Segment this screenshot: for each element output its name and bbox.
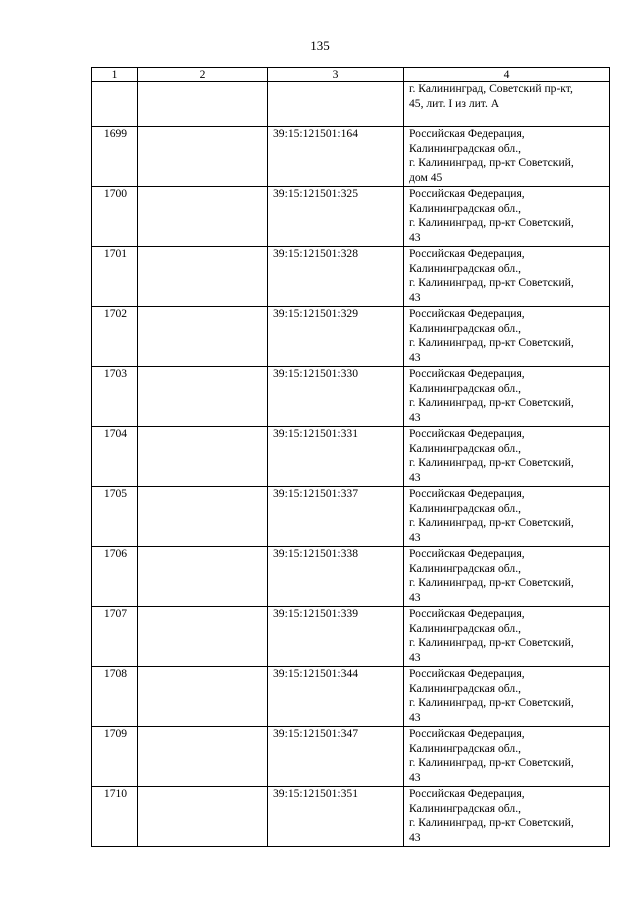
address-line: 43 (409, 290, 421, 304)
table-row (92, 607, 610, 667)
address-line: г. Калининград, Советский пр-кт, (409, 82, 573, 95)
address-line: Калининградская обл., (409, 441, 521, 455)
column-2-cell (138, 367, 268, 427)
row-number-cell: 1707 (92, 607, 138, 667)
address-line: Калининградская обл., (409, 261, 521, 275)
address-line: Калининградская обл., (409, 681, 521, 695)
cadastral-number-cell: 39:15:121501:338 (268, 547, 404, 607)
address-line: Российская Федерация, (409, 607, 525, 620)
column-2-cell (138, 667, 268, 727)
cadastral-number-cell: 39:15:121501:347 (268, 727, 404, 787)
row-number-cell: 1709 (92, 727, 138, 787)
address-line: г. Калининград, пр-кт Советский, (409, 636, 574, 650)
cadastral-number-cell: 39:15:121501:351 (268, 787, 404, 847)
address-line: г. Калининград, пр-кт Советский, (409, 396, 574, 410)
address-line: Российская Федерация, (409, 787, 525, 800)
column-2-cell (138, 727, 268, 787)
address-line: Калининградская обл., (409, 801, 521, 815)
address-line: г. Калининград, пр-кт Советский, (409, 216, 574, 230)
address-line: г. Калининград, пр-кт Советский, (409, 516, 574, 530)
table-header-row (92, 68, 610, 82)
row-number-cell: 1708 (92, 667, 138, 727)
row-number-cell: 1706 (92, 547, 138, 607)
address-cell (404, 667, 610, 727)
address-line: 43 (409, 410, 421, 424)
row-number-cell: 1705 (92, 487, 138, 547)
address-line: г. Калининград, пр-кт Советский, (409, 816, 574, 830)
row-number-cell: 1704 (92, 427, 138, 487)
cadastral-number-cell: 39:15:121501:337 (268, 487, 404, 547)
address-line: Калининградская обл., (409, 141, 521, 155)
address-line: Калининградская обл., (409, 321, 521, 335)
continuation-address-cell (404, 82, 610, 127)
address-line: Калининградская обл., (409, 201, 521, 215)
address-line: Российская Федерация, (409, 307, 525, 320)
address-line: 43 (409, 230, 421, 244)
registry-table (91, 67, 610, 847)
table-row (92, 127, 610, 187)
column-2-cell (138, 187, 268, 247)
address-cell (404, 127, 610, 187)
table-row (92, 547, 610, 607)
address-line: Российская Федерация, (409, 487, 525, 500)
address-line: Российская Федерация, (409, 667, 525, 680)
address-line: г. Калининград, пр-кт Советский, (409, 456, 574, 470)
address-line: Российская Федерация, (409, 427, 525, 440)
table-body (92, 82, 610, 847)
address-line: 43 (409, 590, 421, 604)
continuation-column-2-cell (138, 82, 268, 127)
address-cell (404, 247, 610, 307)
table-row (92, 487, 610, 547)
row-number-cell: 1699 (92, 127, 138, 187)
address-cell (404, 367, 610, 427)
continuation-row (92, 82, 610, 127)
address-line: г. Калининград, пр-кт Советский, (409, 756, 574, 770)
address-line: 43 (409, 350, 421, 364)
continuation-number-cell (92, 82, 138, 127)
table-row (92, 247, 610, 307)
address-line: 43 (409, 710, 421, 724)
column-2-cell (138, 427, 268, 487)
cadastral-number-cell: 39:15:121501:331 (268, 427, 404, 487)
table-row (92, 667, 610, 727)
address-line: Российская Федерация, (409, 127, 525, 140)
address-line: 43 (409, 770, 421, 784)
cadastral-number-cell: 39:15:121501:330 (268, 367, 404, 427)
column-2-cell (138, 607, 268, 667)
cadastral-number-cell: 39:15:121501:329 (268, 307, 404, 367)
address-cell (404, 487, 610, 547)
cadastral-number-cell: 39:15:121501:344 (268, 667, 404, 727)
address-line: Российская Федерация, (409, 187, 525, 200)
cadastral-number-cell: 39:15:121501:339 (268, 607, 404, 667)
address-line: г. Калининград, пр-кт Советский, (409, 276, 574, 290)
row-number-cell: 1703 (92, 367, 138, 427)
address-cell (404, 427, 610, 487)
address-cell (404, 307, 610, 367)
continuation-cadastral-cell (268, 82, 404, 127)
address-line: Российская Федерация, (409, 547, 525, 560)
row-number-cell: 1710 (92, 787, 138, 847)
address-cell (404, 787, 610, 847)
address-line: 45, лит. I из лит. А (409, 96, 500, 110)
address-line: 43 (409, 470, 421, 484)
column-2-cell (138, 247, 268, 307)
row-number-cell: 1702 (92, 307, 138, 367)
address-line: Калининградская обл., (409, 501, 521, 515)
address-cell (404, 187, 610, 247)
cadastral-number-cell: 39:15:121501:164 (268, 127, 404, 187)
column-header-3: 3 (268, 68, 404, 82)
address-cell (404, 727, 610, 787)
cadastral-number-cell: 39:15:121501:328 (268, 247, 404, 307)
address-line: 43 (409, 650, 421, 664)
address-line: г. Калининград, пр-кт Советский, (409, 156, 574, 170)
column-header-1: 1 (92, 68, 138, 82)
row-number-cell: 1701 (92, 247, 138, 307)
address-line: 43 (409, 530, 421, 544)
table-row (92, 427, 610, 487)
table-row (92, 727, 610, 787)
address-line: дом 45 (409, 170, 443, 184)
address-line: г. Калининград, пр-кт Советский, (409, 696, 574, 710)
address-cell (404, 607, 610, 667)
page-number: 135 (310, 38, 330, 53)
column-header-4: 4 (404, 68, 610, 82)
table-row (92, 367, 610, 427)
address-line: г. Калининград, пр-кт Советский, (409, 576, 574, 590)
column-2-cell (138, 787, 268, 847)
address-line: Российская Федерация, (409, 367, 525, 380)
address-line: Калининградская обл., (409, 621, 521, 635)
address-line: Калининградская обл., (409, 561, 521, 575)
column-header-2: 2 (138, 68, 268, 82)
address-line: г. Калининград, пр-кт Советский, (409, 336, 574, 350)
address-line: 43 (409, 830, 421, 844)
table-row (92, 187, 610, 247)
address-line: Российская Федерация, (409, 247, 525, 260)
column-2-cell (138, 307, 268, 367)
address-line: Калининградская обл., (409, 741, 521, 755)
column-2-cell (138, 127, 268, 187)
cadastral-number-cell: 39:15:121501:325 (268, 187, 404, 247)
column-2-cell (138, 547, 268, 607)
address-cell (404, 547, 610, 607)
table-row (92, 787, 610, 847)
column-2-cell (138, 487, 268, 547)
address-line: Российская Федерация, (409, 727, 525, 740)
row-number-cell: 1700 (92, 187, 138, 247)
table-row (92, 307, 610, 367)
address-line: Калининградская обл., (409, 381, 521, 395)
